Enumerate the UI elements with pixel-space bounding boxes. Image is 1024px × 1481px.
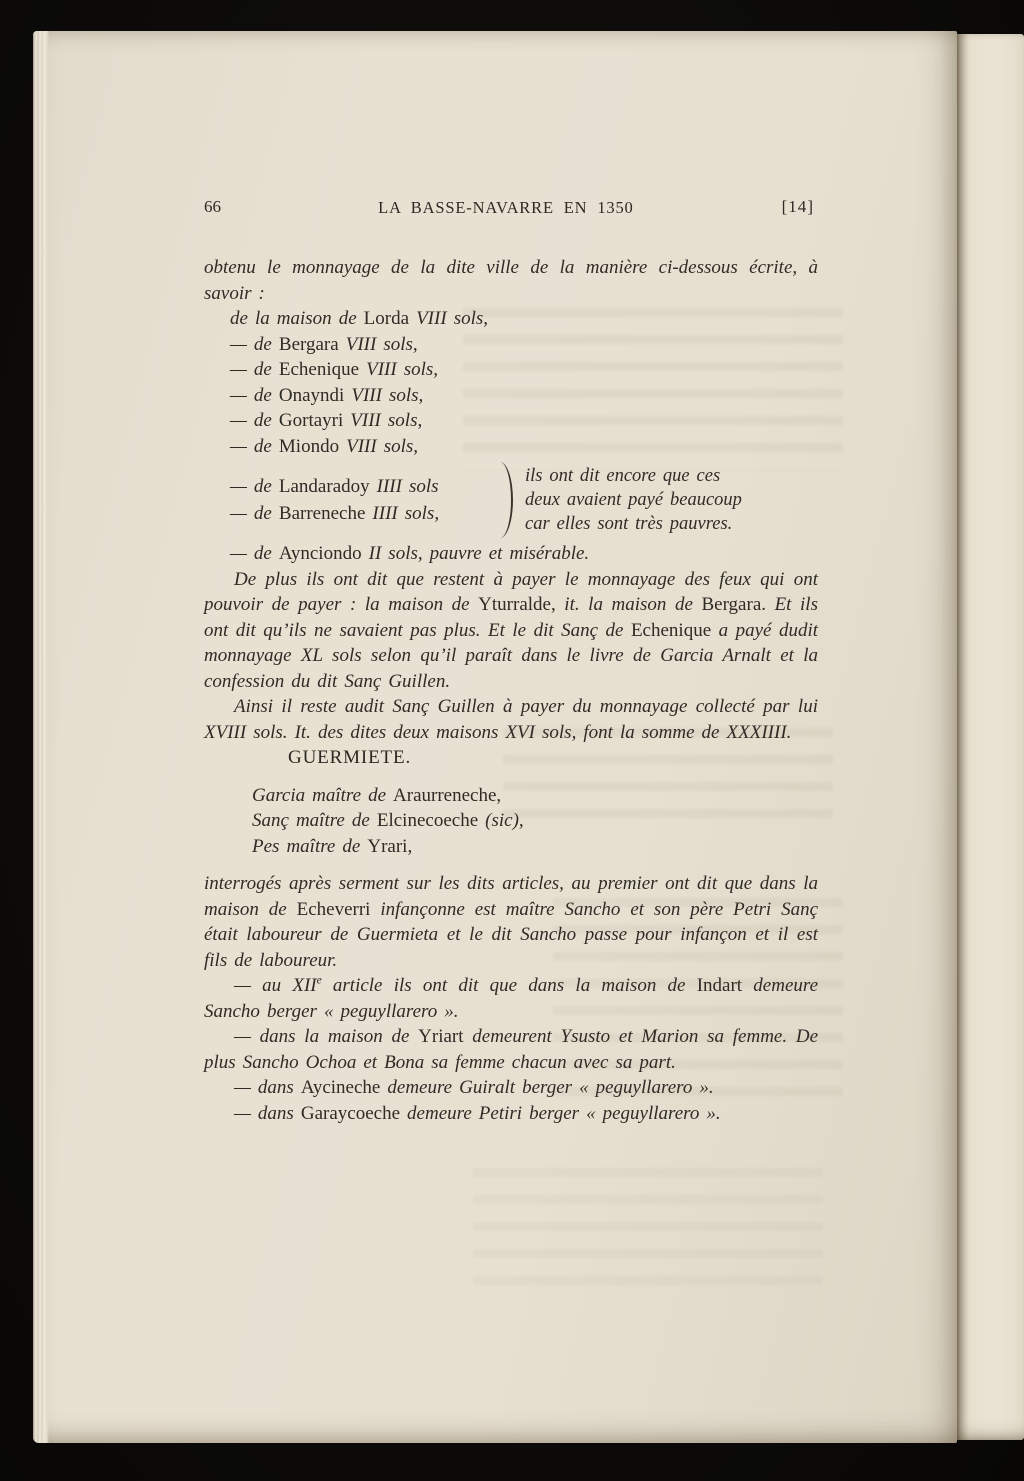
- running-head: [204, 197, 818, 217]
- text-segment: a payé dudit monnayage XL sols selon qu’il paraît dans le livre de Garcia Arnalt et la confession du dit Sanç Guillen.: [204, 619, 818, 692]
- page-stack-edge: [33, 31, 49, 1443]
- next-page-edge: [957, 34, 1024, 1440]
- text-segment: — dans la maison de: [234, 1026, 419, 1047]
- text-segment: IIII sols: [369, 476, 439, 497]
- paragraph: [204, 973, 818, 1024]
- annotation-line: deux avaient payé beaucoup: [525, 490, 742, 510]
- text-segment: demeurent Ysusto et Marion sa femme. De plus Sancho Ochoa et Bona sa femme chacun avec sa part.: [204, 1026, 819, 1073]
- proper-name: Bergara: [278, 333, 339, 355]
- annotation-line: car elles sont très pauvres.: [525, 514, 733, 534]
- text-segment: — de: [230, 384, 279, 406]
- text-segment: — de: [230, 476, 279, 497]
- proper-name: Garaycoeche: [300, 1102, 401, 1124]
- house-list-item: [204, 408, 818, 434]
- house-list-item: [204, 357, 818, 383]
- text-segment: — de: [230, 333, 279, 355]
- proper-name: Yturralde,: [478, 594, 556, 615]
- text-segment: Et ils ont dit qu’ils ne savaient pas plus. Et le dit Sanç de: [204, 594, 818, 641]
- text-segment: IIII sols,: [365, 503, 440, 524]
- proper-name: Bergara.: [701, 594, 767, 615]
- text-segment: — de: [230, 359, 279, 380]
- house-list-item: [204, 332, 818, 358]
- text-segment: de la maison de: [230, 308, 364, 329]
- text-segment: Pes maître de: [252, 835, 368, 857]
- text-segment: demeure Petiri berger « peguyllarero ».: [400, 1102, 721, 1124]
- text-segment: VIII sols,: [343, 410, 423, 431]
- paragraph: [204, 871, 818, 973]
- text-segment: — de: [230, 543, 279, 564]
- proper-name: Araurreneche,: [393, 784, 502, 806]
- paragraph: [204, 694, 818, 745]
- proper-name: Aynciondo: [278, 543, 362, 564]
- text-segment: II sols, pauvre et misérable.: [361, 543, 590, 564]
- brace-icon: [500, 462, 513, 538]
- house-list-item: [204, 306, 818, 332]
- paragraph: [204, 255, 818, 306]
- text-segment: Ainsi il reste audit Sanç Guillen à payer du monnayage collecté par lui XVIII sols. It. des dites deux maisons XVI sols, font la somme de XXXIIII.: [204, 696, 818, 743]
- book-page: [33, 31, 957, 1443]
- page-content: [204, 255, 818, 1126]
- proper-name: Lorda: [363, 308, 410, 329]
- annotation-line: ils ont dit encore que ces: [525, 466, 721, 486]
- text-segment: VIII sols,: [344, 384, 424, 406]
- proper-name: Miondo: [278, 435, 340, 457]
- text-segment: Garcia maître de: [252, 784, 394, 806]
- running-title: LA BASSE-NAVARRE EN 1350: [378, 198, 634, 217]
- proper-name: Echenique: [630, 619, 712, 641]
- paragraph: [204, 1101, 818, 1127]
- proper-name: Yriart: [418, 1026, 464, 1047]
- proper-name: Gortayri: [278, 410, 344, 431]
- text-segment: — au XII: [234, 975, 317, 996]
- text-segment: — dans: [234, 1077, 301, 1098]
- text-segment: VIII sols,: [359, 359, 439, 380]
- text-segment: VIII sols,: [339, 435, 419, 457]
- house-list-item: [204, 383, 818, 409]
- proper-name: Landaradoy: [278, 476, 370, 497]
- proper-name: Indart: [696, 975, 743, 996]
- text-segment: Sanç maître de: [252, 810, 377, 831]
- witness-name-line: [204, 834, 818, 860]
- page-number: 66: [204, 197, 221, 216]
- text-segment: — de: [230, 503, 279, 524]
- text-segment: — dans: [234, 1102, 301, 1124]
- proper-name: Echenique: [278, 359, 360, 380]
- text-segment: demeure Sancho berger « peguyllarero ».: [204, 975, 819, 1022]
- text-segment: — de: [230, 410, 279, 431]
- brace-left-items: [204, 473, 500, 527]
- house-list-item: [204, 434, 818, 460]
- proper-name: Yrari,: [367, 835, 413, 857]
- text-segment: infançonne est maître Sancho et son père Petri Sanç était laboureur de Guermieta et le dit Sancho passe pour infançon et il est fils de laboureur.: [204, 898, 818, 971]
- house-list-item: [230, 473, 500, 500]
- text-segment: — de: [230, 435, 279, 457]
- proper-name: Aycineche: [300, 1077, 381, 1098]
- brace-note-group: [204, 462, 818, 538]
- witness-name-line: [204, 808, 818, 834]
- text-segment: (sic),: [485, 810, 524, 831]
- text-segment: VIII sols,: [409, 308, 489, 329]
- paragraph: [204, 567, 818, 695]
- text-segment: interrogés après serment sur les dits articles, au premier ont dit que dans la maison de: [204, 873, 818, 920]
- text-segment: VIII sols,: [338, 333, 418, 355]
- text-segment: e: [316, 974, 322, 987]
- house-list-item: [204, 541, 818, 567]
- text-segment: De plus ils ont dit que restent à payer le monnayage des feux qui ont pouvoir de payer : la maison de: [204, 568, 818, 615]
- paragraph: [204, 1024, 818, 1075]
- proper-name: Echeverri: [296, 898, 371, 920]
- proper-name: Elcinecoeche: [376, 810, 486, 831]
- proper-name: Onayndi: [278, 384, 345, 406]
- page-inner: [204, 197, 818, 1126]
- text-segment: article ils ont dit que dans la maison de: [321, 975, 697, 996]
- text-segment: obtenu le monnayage de la dite ville de la manière ci-dessous écrite, à savoir :: [204, 257, 818, 304]
- brace-annotation: [525, 464, 818, 536]
- margin-reference: [14]: [781, 197, 814, 216]
- paragraph: [204, 1075, 818, 1101]
- house-list-item: [230, 500, 500, 527]
- text-segment: demeure Guiralt berger « peguyllarero ».: [380, 1077, 714, 1098]
- section-heading: GUERMIETE.: [288, 747, 412, 768]
- bleed-through-artifact: [473, 1161, 823, 1291]
- proper-name: Barreneche: [278, 503, 366, 524]
- witness-name-line: [204, 783, 818, 809]
- text-segment: it. la maison de: [555, 594, 702, 615]
